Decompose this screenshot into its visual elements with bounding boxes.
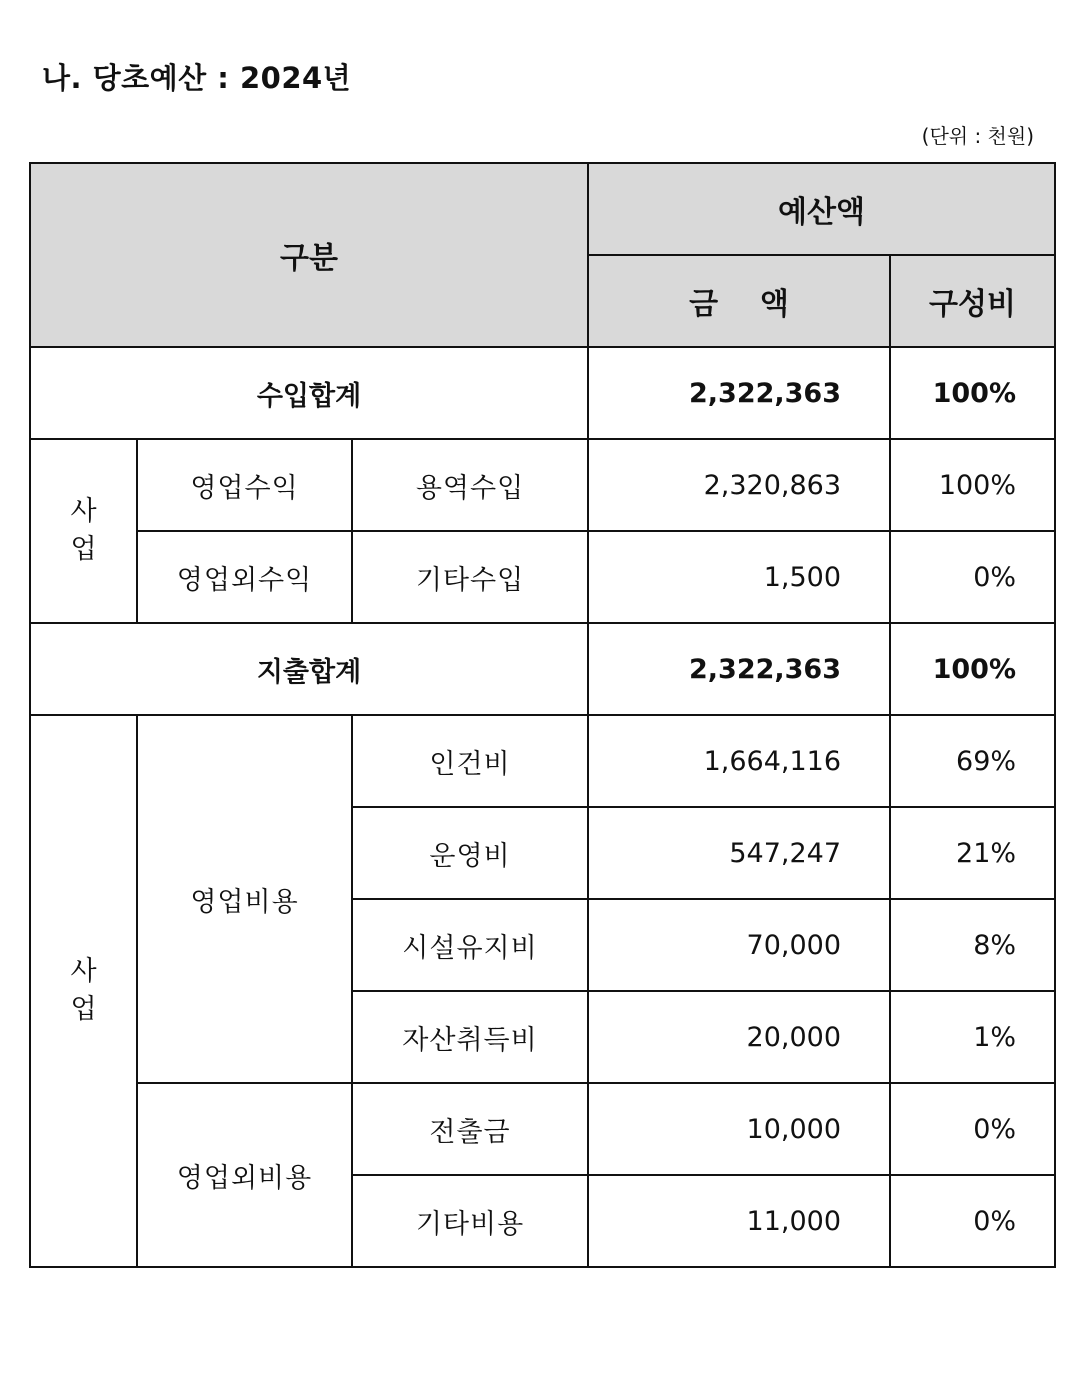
expense-item-label: 운영비	[352, 807, 588, 899]
table-row	[30, 1083, 1055, 1175]
income-sub-label: 영업외수익	[137, 531, 352, 623]
expense-total-amount: 2,322,363	[588, 623, 890, 715]
expense-amount: 1,664,116	[588, 715, 890, 807]
expense-total-row	[30, 623, 1055, 715]
income-total-amount: 2,322,363	[588, 347, 890, 439]
table-row	[30, 531, 1055, 623]
expense-ratio: 0%	[890, 1083, 1055, 1175]
expense-sub2-label: 영업외비용	[137, 1083, 352, 1267]
expense-total-label: 지출합계	[30, 623, 588, 715]
expense-amount: 547,247	[588, 807, 890, 899]
income-group-text: 사업	[70, 496, 97, 565]
income-group-label	[30, 439, 137, 623]
income-ratio: 100%	[890, 439, 1055, 531]
expense-ratio: 1%	[890, 991, 1055, 1083]
income-total-ratio: 100%	[890, 347, 1055, 439]
income-total-row	[30, 347, 1055, 439]
page-title: 나. 당초예산 : 2024년	[42, 61, 352, 95]
income-item-label: 기타수입	[352, 531, 588, 623]
header-category: 구분	[30, 163, 588, 347]
expense-ratio: 0%	[890, 1175, 1055, 1267]
expense-item-label: 전출금	[352, 1083, 588, 1175]
income-sub-label: 영업수익	[137, 439, 352, 531]
expense-amount: 11,000	[588, 1175, 890, 1267]
table-row	[30, 439, 1055, 531]
expense-group-text: 사업	[70, 956, 97, 1025]
expense-ratio: 8%	[890, 899, 1055, 991]
income-amount: 2,320,863	[588, 439, 890, 531]
expense-amount: 70,000	[588, 899, 890, 991]
expense-ratio: 69%	[890, 715, 1055, 807]
expense-sub1-label: 영업비용	[137, 715, 352, 1083]
expense-item-label: 자산취득비	[352, 991, 588, 1083]
expense-total-ratio: 100%	[890, 623, 1055, 715]
income-item-label: 용역수입	[352, 439, 588, 531]
table-row	[30, 715, 1055, 807]
income-ratio: 0%	[890, 531, 1055, 623]
expense-item-label: 인건비	[352, 715, 588, 807]
header-row-1	[30, 163, 1055, 255]
income-amount: 1,500	[588, 531, 890, 623]
expense-ratio: 21%	[890, 807, 1055, 899]
expense-group-label	[30, 715, 137, 1267]
expense-amount: 10,000	[588, 1083, 890, 1175]
expense-item-label: 시설유지비	[352, 899, 588, 991]
income-total-label: 수입합계	[30, 347, 588, 439]
expense-amount: 20,000	[588, 991, 890, 1083]
header-budget: 예산액	[588, 163, 1055, 255]
unit-label: (단위 : 천원)	[921, 124, 1034, 148]
expense-item-label: 기타비용	[352, 1175, 588, 1267]
header-ratio: 구성비	[890, 255, 1055, 347]
header-amount: 금 액	[588, 255, 890, 347]
budget-table	[29, 162, 1056, 1268]
